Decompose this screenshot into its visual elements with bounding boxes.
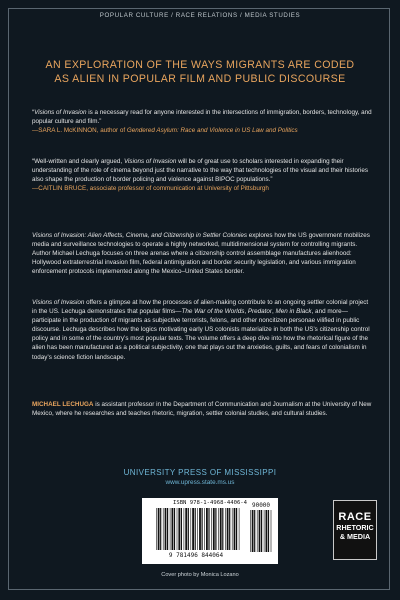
barcode-bar [254, 510, 255, 552]
isbn-barcode [142, 498, 278, 564]
barcode-bar [192, 508, 194, 550]
barcode-bar [268, 510, 269, 552]
price-code: 90000 [251, 502, 271, 509]
price-barcode-bars [250, 510, 272, 552]
barcode-bar [215, 508, 216, 550]
barcode-bar [213, 508, 215, 550]
barcode-bar [208, 508, 209, 550]
barcode-bar [266, 510, 268, 552]
isbn-number: ISBN 978-1-4968-4406-4 [172, 500, 248, 506]
barcode-bar [177, 508, 178, 550]
photo-credit: Cover photo by Monica Lozano [161, 572, 239, 578]
barcode-bar [236, 508, 237, 550]
barcode-bar [261, 510, 262, 552]
barcode-digits: 9 781496 844064 [168, 552, 224, 559]
description-paragraph-1: Visions of Invasion: Alien Affects, Cinema, and Citizenship in Settler Colonies explores how the US government mobilizes media and surveillance technologies to operate a highly networked, multidimensional system for controlling migrants. Author Michael Lechuga focuses on three arenas where a citizenship control assemblage manufactures alienhood: Hollywood extraterrestrial invasion film, federal antimigration and border security legislation, and various immigration enforcement protocols implemented along the Mexico–United States border. [32, 232, 370, 276]
barcode-bar [156, 508, 157, 550]
publisher-url[interactable]: www.upress.state.ms.us [165, 479, 235, 486]
barcode-bar [259, 510, 261, 552]
barcode-bar [165, 508, 167, 550]
barcode-bar [160, 508, 161, 550]
barcode-bar [232, 508, 233, 550]
barcode-bar [250, 510, 251, 552]
barcode-bar [191, 508, 192, 550]
barcode-bar [167, 508, 168, 550]
barcode-bar [185, 508, 187, 550]
barcode-bar [163, 508, 164, 550]
series-line-rhetoric: RHETORIC [336, 523, 374, 532]
barcode-bar [181, 508, 182, 550]
barcode-bar [202, 508, 203, 550]
barcode-bar [199, 508, 201, 550]
barcode-bar [206, 508, 208, 550]
blurb-mckinnon-attribution: —SARA L. McKINNON, author of Gendered Asylum: Race and Violence in US Law and Politics [32, 127, 298, 135]
barcode-bar [257, 510, 258, 552]
barcode-bar [271, 510, 272, 552]
barcode-bar [197, 508, 198, 550]
series-line-media: & MEDIA [339, 532, 371, 541]
barcode-bar [174, 508, 175, 550]
blurb-bruce [32, 157, 372, 193]
barcode-bar [229, 508, 230, 550]
book-title-ref: Visions of Invasion [123, 158, 177, 165]
barcode-bar [218, 508, 219, 550]
book-title-ref: Visions of Invasion [34, 109, 87, 116]
barcode-bar [222, 508, 223, 550]
barcode-bar [239, 508, 240, 550]
barcode-bar [220, 508, 222, 550]
blurb-bruce-attribution: —CAITLIN BRUCE, associate professor of communication at University of Pittsburgh [32, 185, 269, 193]
barcode-bar [225, 508, 226, 550]
blurb-mckinnon-text: “Visions of Invasion is a necessary read for anyone interested in the intersections of immigration, borders, technology, and popular culture and film.” [32, 109, 372, 126]
barcode-bar [178, 508, 180, 550]
barcode-bar [172, 508, 174, 550]
series-logo [333, 500, 377, 560]
full-book-title: Visions of Invasion: Alien Affects, Cinema, and Citizenship in Settler Colonies [32, 232, 248, 239]
description-paragraph-2: Visions of Invasion offers a glimpse at how the processes of alien-making contribute to an ongoing settler colonial project in the US. Lechuga demonstrates that popular films—The War of the Worlds, Predator, Men in Black, and more—participate in the production of migrants as subjective terrorists, felons, and other noncitizen personae vilified in public discourse. Lechuga describes how the logics motivating early US colonists materialize in both the US’s citizenship control policy and in some of the country’s most popular texts. The volume offers a deep dive into how the rhetorical figure of the alien has been manufactured as a political subjectivity, one that plays out the anxieties, guilts, and fears of colonialism in today’s science fiction landscape. [32, 299, 370, 361]
blurb-mckinnon [32, 108, 372, 135]
headline: AN EXPLORATION OF THE WAYS MIGRANTS ARE CODED AS ALIEN IN POPULAR FILM AND PUBLIC DISCOURSE [45, 59, 355, 85]
subject-tagline: POPULAR CULTURE / RACE RELATIONS / MEDIA STUDIES [99, 12, 301, 19]
publisher-name: UNIVERSITY PRESS OF MISSISSIPPI [123, 468, 277, 477]
barcode-bar [264, 510, 265, 552]
author-bio: MICHAEL LECHUGA is assistant professor in the Department of Communication and Journalism at the University of New Mexico, where he researches and teaches rhetoric, migration, settler colonial studies, and cultural studies. [32, 401, 372, 418]
barcode-bar [195, 508, 196, 550]
blurb-bruce-text: “Well-written and clearly argued, Visions of Invasion will be of great use to scholars interested in expanding their understanding of the role of cinema beyond just the narrative to the way that technologies of the visual and their histories also shape the production of border policing and violence against BIPOC populations.” [32, 158, 369, 184]
barcode-bar [252, 510, 254, 552]
barcode-bar [184, 508, 185, 550]
barcode-bar [234, 508, 236, 550]
barcode-bar [227, 508, 229, 550]
barcode-bar [204, 508, 205, 550]
barcode-bar [170, 508, 171, 550]
series-line-race: RACE [338, 511, 372, 523]
barcode-bar [188, 508, 189, 550]
barcode-bar [158, 508, 160, 550]
barcode-bars [156, 508, 240, 550]
author-name: MICHAEL LECHUGA [32, 401, 94, 408]
barcode-bar [211, 508, 212, 550]
